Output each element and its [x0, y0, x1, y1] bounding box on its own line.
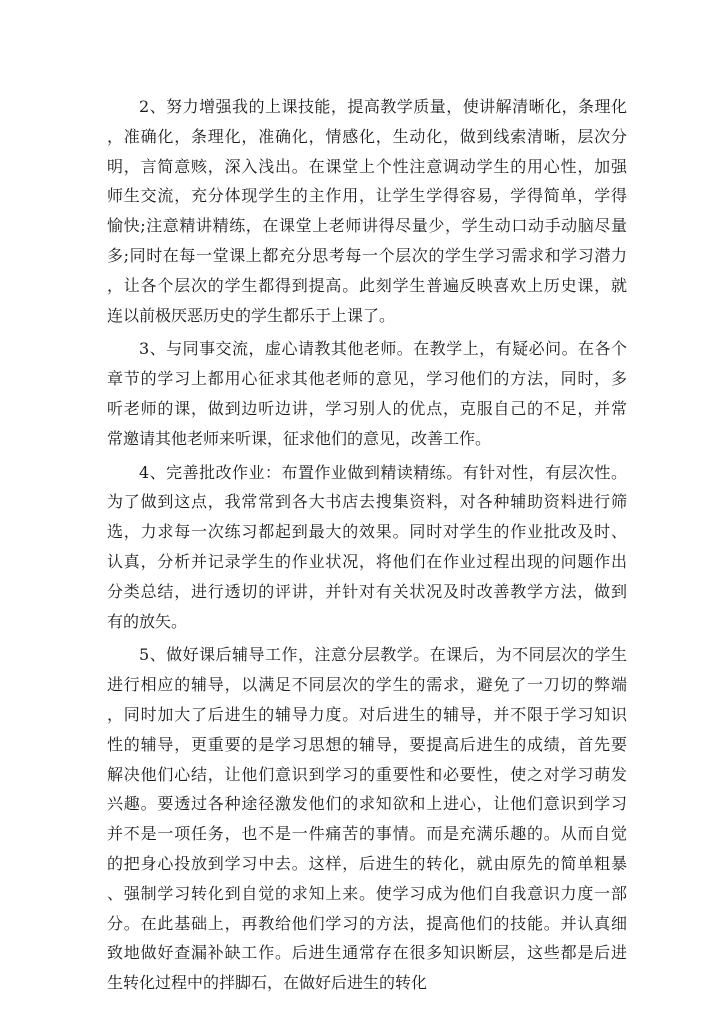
text-line: ，准确化，条理化，准确化，情感化，生动化，做到线索清晰，层次分	[107, 126, 627, 146]
document-body	[107, 92, 627, 1002]
text-line: 分类总结，进行透切的评讲，并针对有关状况及时改善教学方法，做到	[107, 581, 627, 601]
text-line: 4、完善批改作业：布置作业做到精读精练。有针对性，有层次性。	[139, 462, 627, 482]
text-line: 2、努力增强我的上课技能，提高教学质量，使讲解清晰化，条理化	[139, 97, 627, 116]
text-line: 多;同时在每一堂课上都充分思考每一个层次的学生学习需求和学习潜力	[107, 245, 627, 265]
text-line: 为了做到这点，我常常到各大书店去搜集资料，对各种辅助资料进行筛	[107, 492, 627, 512]
text-line: ，让各个层次的学生都得到提高。此刻学生普遍反映喜欢上历史课，就	[107, 275, 627, 295]
text-line: 并不是一项任务，也不是一件痛苦的事情。而是充满乐趣的。从而自觉	[107, 824, 627, 844]
text-line: 3、与同事交流，虚心请教其他老师。在教学上，有疑必问。在各个	[139, 339, 627, 359]
text-line: 有的放矢。	[107, 611, 188, 631]
text-line: ，同时加大了后进生的辅导力度。对后进生的辅导，并不限于学习知识	[107, 704, 627, 724]
text-line: 明，言简意赅，深入浅出。在课堂上个性注意调动学生的用心性，加强	[107, 156, 627, 176]
text-line: 性的辅导，更重要的是学习思想的辅导，要提高后进生的成绩，首先要	[107, 734, 627, 754]
text-line: 愉快;注意精讲精练，在课堂上老师讲得尽量少，学生动口动手动脑尽量	[107, 216, 627, 236]
text-line: 、强制学习转化到自觉的求知上来。使学习成为他们自我意识力度一部	[107, 883, 627, 903]
paragraph-2	[107, 92, 627, 330]
text-line: 致地做好查漏补缺工作。后进生通常存在很多知识断层，这些都是后进	[107, 943, 627, 963]
text-line: 解决他们心结，让他们意识到学习的重要性和必要性，使之对学习萌发	[107, 764, 627, 784]
text-line: 5、做好课后辅导工作，注意分层教学。在课后，为不同层次的学生	[139, 645, 627, 665]
paragraph-3	[107, 334, 627, 453]
text-line: 生转化过程中的拌脚石，在做好后进生的转化	[107, 973, 428, 993]
paragraph-4	[107, 458, 627, 637]
text-line: 认真，分析并记录学生的作业状况，将他们在作业过程出现的问题作出	[107, 551, 627, 571]
paragraph-5	[107, 640, 627, 998]
text-line: 连以前极厌恶历史的学生都乐于上课了。	[107, 305, 396, 325]
text-line: 常邀请其他老师来听课，征求他们的意见，改善工作。	[107, 428, 492, 448]
text-line: 听老师的课，做到边听边讲，学习别人的优点，克服自己的不足，并常	[107, 398, 627, 418]
text-line: 分。在此基础上，再教给他们学习的方法，提高他们的技能。并认真细	[107, 913, 627, 933]
text-line: 选，力求每一次练习都起到最大的效果。同时对学生的作业批改及时、	[107, 522, 627, 542]
text-line: 的把身心投放到学习中去。这样，后进生的转化，就由原先的简单粗暴	[107, 853, 627, 873]
text-line: 章节的学习上都用心征求其他老师的意见，学习他们的方法，同时，多	[107, 369, 627, 389]
text-line: 师生交流，充分体现学生的主作用，让学生学得容易，学得简单，学得	[107, 186, 627, 206]
text-line: 进行相应的辅导，以满足不同层次的学生的需求，避免了一刀切的弊端	[107, 675, 627, 695]
text-line: 兴趣。要透过各种途径激发他们的求知欲和上进心，让他们意识到学习	[107, 794, 627, 814]
